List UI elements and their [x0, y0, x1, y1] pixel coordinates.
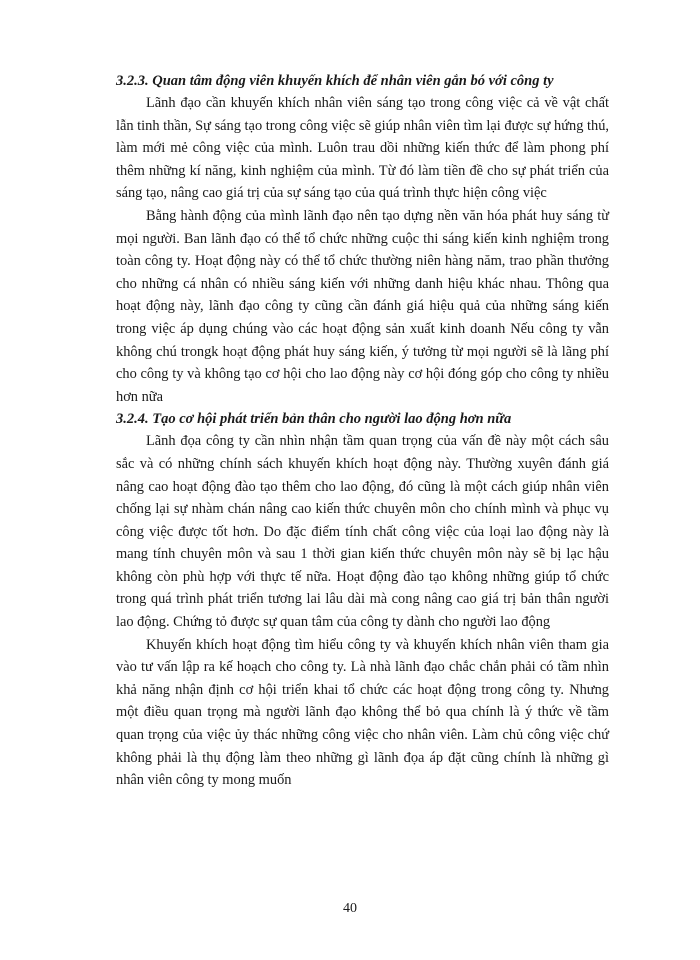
section-3-2-4-paragraph-2: Khuyến khích hoạt động tìm hiểu công ty và khuyến khích nhân viên tham gia vào tư vấn lập ra kế hoạch cho công ty. Là nhà lãnh đạo chắc chắn phải có tầm nhìn khả năng nhận định cơ hội triển khai tổ chức các hoạt động trong công ty. Nhưng một điều quan trọng mà người lãnh đạo không thể bỏ qua chính là ý thức về tầm quan trọng của việc ủy thác những công việc cho nhân viên. Làm chủ công việc chứ không phải là thụ động làm theo những gì lãnh đọa áp đặt cũng chính là những gì nhân viên công ty mong muốn: [116, 636, 609, 789]
section-3-2-3-paragraph-2: Bằng hành động của mình lãnh đạo nên tạo dựng nền văn hóa phát huy sáng từ mọi người. Ban lãnh đạo có thể tổ chức những cuộc thi sáng kiến kinh nghiệm trong toàn công ty. Hoạt động này có thể tổ chức thường niên hàng năm, trao phần thưởng cho những cá nhân có nhiều sáng kiến với những danh hiệu khác nhau. Thông qua hoạt động này, lãnh đạo công ty cũng cần đánh giá hiệu quả của những sáng kiến trong việc áp dụng chúng vào các hoạt động sản xuất kinh doanh Nếu công ty vẫn không chú trongk hoạt động phát huy sáng kiến, ý tưởng từ mọi người sẽ là lãng phí cho công ty và không tạo cơ hội cho lao động này cơ hội đóng góp cho công ty nhiều hơn nữa: [116, 207, 609, 405]
section-3-2-4-paragraph-1: Lãnh đọa công ty cần nhìn nhận tầm quan trọng của vấn đề này một cách sâu sắc và có những chính sách khuyến khích hoạt động này. Thường xuyên đánh giá nâng cao hoạt động đào tạo thêm cho lao động, đó cũng là một cách giúp nhân viên chống lại sự nhàm chán nâng cao kiến thức chuyên môn cho chính mình và phục vụ công việc được tốt hơn. Do đặc điểm tính chất công việc của loại lao động này là mang tính chuyên môn và sau 1 thời gian kiến thức chuyên môn này sẽ bị lạc hậu không còn phù hợp với thực tế nữa. Hoạt động đào tạo không những giúp tổ chức trong quá trình phát triển tương lai lâu dài mà cong nâng cao giá trị bản thân người lao động. Chứng tỏ được sự quan tâm của công ty dành cho người lao động: [116, 433, 609, 631]
page-number: 40: [343, 901, 357, 916]
section-heading-3-2-4: 3.2.4. Tạo cơ hội phát triển bản thân cho người lao động hơn nữa: [116, 411, 512, 428]
section-3-2-3-paragraph-1: Lãnh đạo cần khuyến khích nhân viên sáng tạo trong công việc cả về vật chất lẫn tinh thần, Sự sáng tạo trong công việc sẽ giúp nhân viên tìm lại được sự hứng thú, làm mới mẻ công việc của mình. Luôn trau dồi những kiến thức để làm phong phí thêm những kí năng, kinh nghiệm của mình. Từ đó làm tiền đề cho sự phát triển của sáng tạo, nâng cao giá trị của sự sáng tạo của quá trình thực hiện công việc: [116, 95, 609, 202]
page-content: [116, 70, 609, 792]
section-heading-3-2-3: 3.2.3. Quan tâm động viên khuyến khích để nhân viên gắn bó với công ty: [116, 73, 554, 89]
